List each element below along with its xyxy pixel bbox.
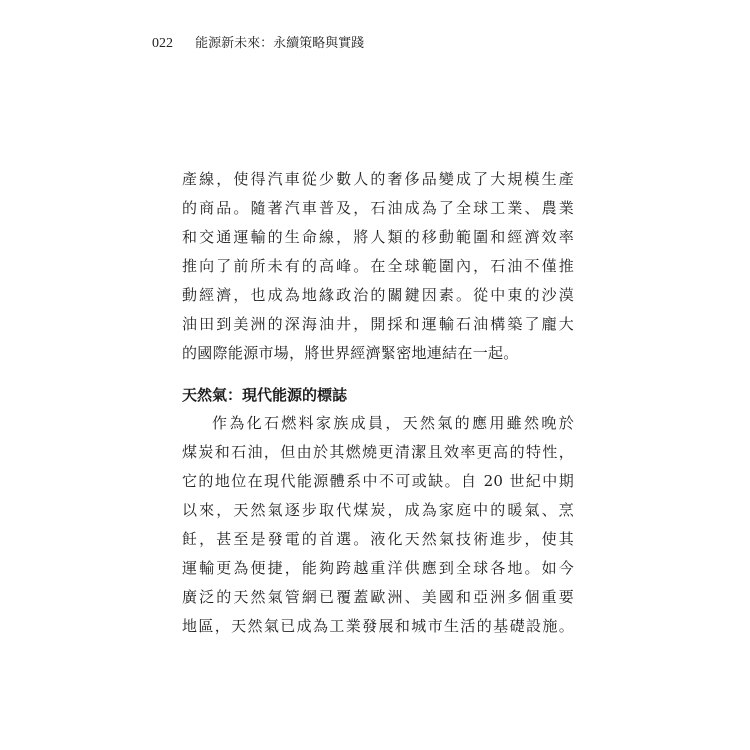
text-line: 的國際能源市場，將世界經濟緊密地連結在一起。	[182, 344, 519, 362]
text-line: 它的地位在現代能源體系中不可或缺。自 20 世紀中期	[182, 472, 574, 490]
text-line: 的商品。隨著汽車普及，石油成為了全球工業、農業	[182, 199, 574, 217]
paragraph-oil	[182, 165, 574, 368]
text-line: 飪，甚至是發電的首選。液化天然氣技術進步，使其	[182, 530, 574, 548]
text-line: 動經濟，也成為地緣政治的關鍵因素。從中東的沙漠	[182, 286, 574, 304]
text-line: 運輸更為便捷，能夠跨越重洋供應到全球各地。如今	[182, 559, 574, 577]
text-line: 油田到美洲的深海油井，開採和運輸石油構築了龐大	[182, 315, 574, 333]
text-line: 和交通運輸的生命線，將人類的移動範圍和經濟效率	[182, 228, 574, 246]
text-line: 廣泛的天然氣管網已覆蓋歐洲、美國和亞洲多個重要	[182, 588, 574, 606]
text-line: 煤炭和石油，但由於其燃燒更清潔且效率更高的特性，	[182, 443, 574, 461]
page-number: 022	[152, 36, 173, 51]
paragraph-natural-gas	[182, 409, 574, 641]
text-line: 作為化石燃料家族成員，天然氣的應用雖然晚於	[212, 414, 574, 432]
text-line: 以來，天然氣逐步取代煤炭，成為家庭中的暖氣、烹	[182, 501, 574, 519]
text-line: 推向了前所未有的高峰。在全球範圍內，石油不僅推	[182, 257, 574, 275]
book-title: 能源新未來：永續策略與實踐	[195, 36, 365, 51]
text-line: 地區，天然氣已成為工業發展和城市生活的基礎設施。	[182, 617, 574, 635]
running-header	[152, 36, 364, 52]
text-line: 產線，使得汽車從少數人的奢侈品變成了大規模生產	[182, 170, 574, 188]
section-heading: 天然氣：現代能源的標誌	[182, 386, 348, 404]
